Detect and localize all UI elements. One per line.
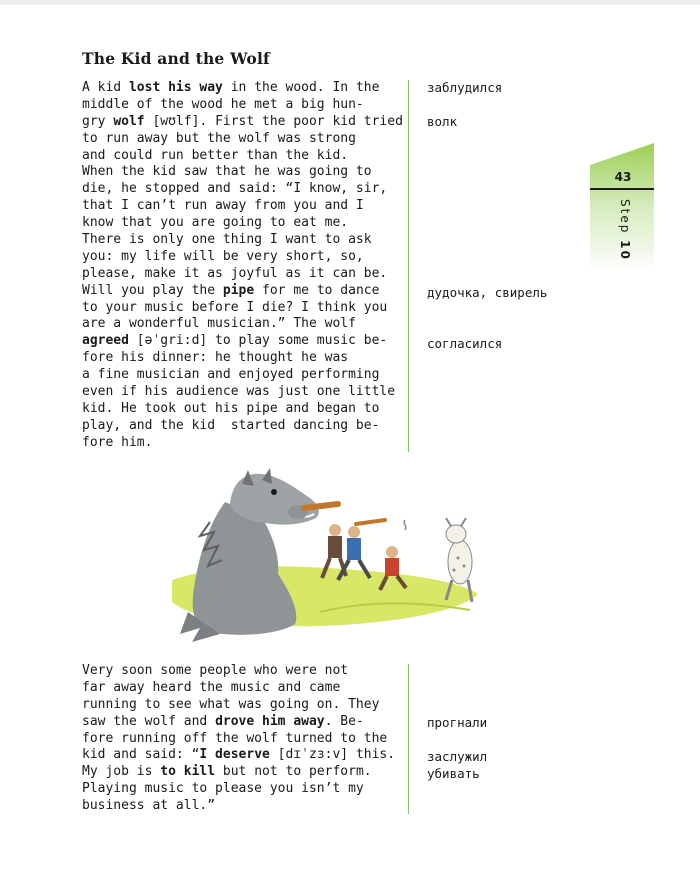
gloss-agreed: согласился <box>427 336 503 351</box>
gloss-pipe: дудочка, свирель <box>427 285 548 300</box>
step-number: 10 <box>618 240 632 261</box>
gloss-to-kill: убивать <box>427 766 480 781</box>
gloss-deserve: заслужил <box>427 749 488 764</box>
text-line: you: my life will be very short, so, <box>82 248 364 264</box>
text-line: die, he stopped and said: “I know, sir, <box>82 181 388 197</box>
text-line: My job is to kill but not to perform. <box>82 764 372 780</box>
gloss-lost-his-way: заблудился <box>427 80 503 95</box>
margin-divider <box>408 80 409 452</box>
vocab-term: to kill <box>160 764 216 780</box>
story-paragraph-1 <box>82 80 402 452</box>
text-line: Playing music to please you isn’t my <box>82 781 364 797</box>
gloss-drove-him-away: прогнали <box>427 715 488 730</box>
text-line: business at all.” <box>82 798 216 814</box>
text-line: and could run better than the kid. <box>82 147 349 163</box>
text-line: A kid lost his way in the wood. In the <box>82 80 380 95</box>
text-line: Very soon some people who were not <box>82 663 349 678</box>
text-line: a fine musician and enjoyed performing <box>82 367 380 383</box>
text-line: to run away but the wolf was strong <box>82 130 356 146</box>
wolf-pipe-illustration <box>170 462 480 642</box>
text-line: far away heard the music and came <box>82 679 341 695</box>
page-number: 43 <box>614 170 632 184</box>
text-line: saw the wolf and drove him away. Be- <box>82 713 364 729</box>
text-line: There is only one thing I want to ask <box>82 232 372 248</box>
text-line: fore running off the wolf turned to the <box>82 730 388 746</box>
vocab-term: drove him away <box>215 713 325 729</box>
vocab-term: lost his way <box>128 80 223 95</box>
gloss-wolf: волк <box>427 114 458 129</box>
step-tab <box>590 143 654 273</box>
text-line: gry wolf [wʊlf]. First the poor kid tried <box>82 113 403 129</box>
text-line: play, and the kid started dancing be- <box>82 417 380 433</box>
text-line: fore his dinner: he thought he was <box>82 350 349 366</box>
text-line: running to see what was going on. They <box>82 696 380 712</box>
vocab-term: pipe <box>222 282 255 298</box>
vocab-term: wolf <box>113 113 145 129</box>
text-line: fore him. <box>82 434 153 450</box>
text-line: kid and said: “I deserve [dɪˈzɜ:v] this. <box>82 747 396 763</box>
story-paragraph-2 <box>82 663 402 815</box>
text-line: even if his audience was just one little <box>82 384 396 400</box>
text-line: know that you are going to eat me. <box>82 215 349 231</box>
text-line: are a wonderful musician.” The wolf <box>82 316 356 332</box>
text-line: to your music before I die? I think you <box>82 299 388 315</box>
vocab-term: I deserve <box>199 747 270 763</box>
vocab-term: agreed <box>82 333 129 349</box>
text-line: middle of the wood he met a big hun- <box>82 96 364 112</box>
step-word: Step <box>618 199 632 235</box>
text-line: When the kid saw that he was going to <box>82 164 372 180</box>
text-line: kid. He took out his pipe and began to <box>82 400 380 416</box>
top-edge-shadow <box>0 0 700 5</box>
step-label <box>618 199 632 261</box>
margin-divider-2 <box>408 664 409 814</box>
page-title: The Kid and the Wolf <box>82 49 270 68</box>
text-line: that I can’t run away from you and I <box>82 198 364 214</box>
text-line: Will you play the pipe for me to dance <box>82 282 380 298</box>
text-line: agreed [əˈgri:d] to play some music be- <box>82 333 388 349</box>
text-line: please, make it as joyful as it can be. <box>82 265 388 281</box>
